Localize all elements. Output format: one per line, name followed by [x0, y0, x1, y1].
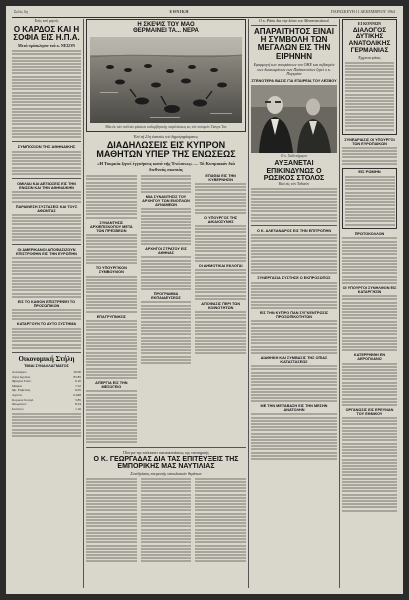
col1-story2: ΣΥΜΠΟΣΙΟΝ ΤΗΣ ΑΘΗΝΑΙΚΗΣ [17, 144, 76, 150]
col3-headline: ΑΠΑΡΑΙΤΗΤΟΣ ΕΙΝΑΙ Η ΣΥΜΒΟΛΗ ΤΩΝ ΜΕΓΑΛΩΝ ΕΙΣ ΤΗΝ ΕΙΡΗΝΗΝ [253, 26, 335, 61]
econ-title: Οικονομική Στήλη [18, 354, 75, 363]
folio-line [14, 9, 395, 17]
col1-story6: ΕΙΣ ΤΟ ΚΑΘΟΝ ΕΠΙΣΤΡΕΦΕΙ ΤΟ ΠΡΟΣΩΠΙΚΟΝ [17, 299, 76, 308]
currency-rate: 1.16 [75, 406, 81, 411]
column-rule [248, 19, 249, 588]
col2-story3: ΤΟ ΥΠΟΥΡΓΙΚΟΝ ΣΥΜΒΟΥΛΙΟΝ [95, 266, 127, 275]
currency-rate: 8.34 [75, 402, 81, 407]
currency-rate: 6.10 [75, 379, 81, 384]
currency-name: Φρ. Ελβετίας [12, 388, 31, 393]
currency-name: Μάρκα [12, 383, 22, 388]
folio-left: Σελίς 4η [14, 9, 28, 14]
col3-story3: Ο Κ. ΑΛΕΞΑΝΔΡΟΣ ΕΙΣ ΤΗΝ ΕΠΙΤΡΟΠΗΝ [256, 228, 332, 233]
col1-kicker: Τούς τού μηνός [34, 19, 59, 23]
currency-rate: 6.95 [75, 388, 81, 393]
col4-story3: ΠΡΩΤΟΚΟΛΛΟΝ [354, 232, 385, 237]
currency-rate: 0.048 [73, 393, 81, 397]
column-4 [342, 19, 397, 588]
col2b-story2: Ο ΥΠΟΥΡΓΟΣ ΤΗΣ ΔΙΚΑΙΟΣΥΝΗΣ [204, 215, 238, 224]
column-rule [339, 19, 340, 588]
col4-story5: ΚΑΤΕΡΡΙΦΘΗ ΕΝ ΑΕΡΟΠΛΑΝΟ [353, 353, 386, 362]
newspaper-page [6, 6, 403, 594]
col2-story8: ΠΡΟΓΡΑΜΜΑ ΕΚΠΑΙΔΕΥΣΕΩΣ [151, 292, 181, 301]
col4-story4: ΟΙ ΥΠΟΥΡΓΟΙ ΣΥΝΗΛΘΟΝ ΕΙΣ ΚΑΤΑΡΓΗΣΙΝ [342, 286, 397, 294]
col3-story4: ΣΥΝΕΡΓΑΣΙΑ ΣΥΣΤΗΣΕ Ο ΕΚΠΡΟΣΩΠΟΣ [257, 276, 331, 281]
col3-sub2: ΣΤΕΝΟΤΕΡΑ ΒΑΣΙΣ ΓΙΑ ΕΤΑΙΡΕΙΑ ΤΟΥ ΛΕΣΒΟΥ [251, 78, 337, 83]
col1-sub: Μετά πρόσκλησιν τού κ. ΝΕΣΟΝ [17, 43, 76, 49]
exchange-rates-table [12, 370, 81, 411]
currency-name: Φράγκα Γαλλ. [12, 379, 32, 384]
anniversary-kicker: Έπί τή 21η έπετείω τού δημοψηφίσματος [133, 133, 199, 139]
germany-headline: ΔΙΑΛΟΓΟΣ ΔΥΤΙΚΗΣ ΑΝΑΤΟΛΙΚΗΣ ΓΕΡΜΑΝΙΑΣ [348, 26, 391, 55]
photo-box [86, 19, 246, 132]
currency-name: Λιρέτα [12, 393, 22, 397]
swimmers-photo [90, 37, 242, 123]
col1-story5: ΟΙ ΑΜΕΡΙΚΑΝΟΙ ΑΠΟΦΑΣΙΖΟΥΝ ΕΠΙΣΤΡΟΦΗΝ ΕΙΣ ΤΗΝ ΕΥΡΩΠΗΝ [16, 248, 77, 257]
germany-box [342, 19, 397, 135]
col1-story4: ΠΑΡΑΙΝΕΣΗ ΣΥΣΤΑΣΕΙΣ ΚΑΙ ΤΟΥΣ ΑΘΩΝΤΑΣ [15, 204, 78, 213]
col2-story2: ΣΥΝΑΝΤΗΣΙΣ ΑΡΧΙΕΠΙΣΚΟΠΟΥ ΜΕΤΑ ΤΩΝ ΠΡΕΣΒΕΩΝ [90, 220, 133, 233]
officials-photo [251, 85, 337, 153]
photo-title: Η ΣΚΕΨΙΣ ΤΟΥ ΜΑΟ [137, 22, 195, 28]
exchange-rate-row [12, 407, 81, 412]
currency-rate: 30.00 [73, 370, 81, 375]
folio-right: ΠΑΡΑΣΚΕΥΗ 11 ΔΕΚΕΜΒΡΙΟΥ 1964 [330, 9, 395, 14]
germany-kicker: ΕΙ ΚΟΝΝΩΝ [357, 21, 382, 26]
column-rule [83, 19, 84, 588]
fleet-sub: Καί είς τόν Ίνδικόν [278, 181, 310, 187]
cyprus-story-columns [86, 174, 246, 445]
column-1 [12, 19, 81, 588]
econ-sub: ΤΙΜΑΙ ΣΥΝΑΛΛΑΓΜΑΤΟΣ [24, 364, 69, 369]
column-2 [86, 19, 246, 588]
col3-story5: ΕΙΣ ΤΗΝ ΚΥΠΡΟ ΠΑΝ ΣΥΓΚΕΝΤΡΩΣΙΣ ΠΡΟΣΩΠΙΚΟΤΗΤΩΝ [259, 311, 329, 319]
col3-story7: ΜΕ ΤΗΝ ΜΕΤΑΒΑΣΗ ΕΙΣ ΤΗΝ ΜΕΣΗΝ ΑΝΑΤΟΛΗΝ [260, 404, 328, 413]
col2-story6: ΜΙΑ ΣΥΝΑΝΤΗΣΙΣ ΤΟΥ ΑΡΧΗΓΟΥ ΤΩΝ ΕΝΟΠΛΩΝ ΔΥΝΑΜΕΩΝ [142, 195, 190, 208]
currency-name: Κορώνα Σουηδ. [12, 397, 34, 402]
column-3 [251, 19, 337, 588]
germany-sub: Έρχεται φάσις [358, 54, 381, 60]
col4-story6: ΟΡΓΑΝΩΣΙΣ ΕΙΣ ΕΡΕΥΝΑΝ ΤΟΥ ΕΘΝΙΚΟΥ [345, 407, 394, 416]
fleet-headline: ΑΥΞΑΝΕΤΑΙ ΕΠΙΚΙΝΔΥΝΩΣ Ο ΡΩΣΙΚΟΣ ΣΤΟΛΟΣ [263, 160, 325, 182]
currency-name: Σελίνιον [12, 406, 24, 411]
photo-caption: Μία έκ τών πολλών φάσεων κολυμβητικής παρελάσεως εις τόν ποταμόν Γιάνγκ Τσε [105, 124, 227, 129]
rome-box [342, 168, 397, 229]
shipping-kicker: Όλα για την επέκτασιν κατασκευάσεως της ναυπηγικής [122, 449, 210, 455]
shipping-headline: Ο Κ. ΓΕΩΡΓΑΔΑΣ ΔΙΑ ΤΑΣ ΕΠΙΤΕΥΞΕΙΣ ΤΗΣ ΕΜΠΟΡΙΚΗΣ ΜΑΣ ΝΑΥΤΙΛΙΑΣ [93, 456, 239, 471]
cyprus-quote: «Η Τουρκία ζητεί έγγυήσεις κατά τής Ένώσεως» — Τό Κυπριακόν διά διεθνούς σκοπιάς [97, 161, 235, 172]
col2b-story3: ΟΙ ΔΗΜΟΤΙΚΑΙ ΕΚΛΟΓΑΙ [198, 264, 243, 268]
currency-name: Λίρα Αγγλίας [12, 374, 31, 379]
col2b-story1: ΕΠΑΦΑΙ ΕΙΣ ΤΗΝ ΚΥΒΕΡΝΗΣΙΝ [205, 173, 236, 182]
col1-body [12, 50, 81, 138]
col3-kicker: Ο κ. Ράσκ δια την λύσιν του Μεσανατολικού [251, 19, 337, 26]
col3-story6: ΔΙΑΘΗΚΗ ΚΑΙ ΣΥΜΒΑΣΙΣ ΤΗΣ ΟΠΙΑΣ ΚΑΤΑΣΤΑΣΕΩΣ [260, 356, 328, 365]
col2-story4: ΕΠΑΓΡΥΠΝΗΣΙΣ [96, 314, 126, 319]
col2b-story4: ΑΠΟΦΑΣΙΣ ΠΕΡΙ ΤΩΝ ΚΟΙΝΟΤΗΤΩΝ [201, 301, 241, 310]
col1-headline: Ο ΚΑΡΔΟΣ ΚΑΙ Η ΣΟΦΙΑ ΕΙΣ Η.Π.Α. [13, 24, 80, 42]
currency-name: Φλωρίνιον [12, 402, 27, 407]
rome-title: ΕΙΣ ΡΩΜΗΝ [358, 169, 381, 175]
currency-name: Δολλάριον [12, 370, 27, 375]
shipping-sub: Συνεδρίασις επιτροπής ναυτιλιακών θεμάτων [130, 470, 202, 476]
col2-story5: ΑΠΕΡΓΙΑ ΕΙΣ ΤΗΝ ΜΕΣΟΓΕΙΟ [95, 381, 128, 390]
col3-sub: Εφαρμογή των αποφάσεων του ΟΗΕ και σεβασμόν των δικαιωμάτων των Παλαιστινίων ζητεί ο κ. Πογκράιν [253, 62, 335, 77]
currency-rate: 5.85 [75, 397, 81, 402]
folio-center: ΕΘΝΙΚΗ [169, 9, 189, 14]
col4-story2: ΣΥΝΕΔΡΙΑΣΙΣ ΟΙ ΥΠΟΥΡΓΟΙ ΤΩΝ ΕΥΡΩΠΑΙΚΩΝ [344, 137, 395, 146]
cyprus-headline: ΔΙΑΔΗΛΩΣΕΙΣ ΕΙΣ ΚΥΠΡΟΝ ΜΑΘΗΤΩΝ ΥΠΕΡ ΤΗΣ ΕΝΩΣΕΩΣ [96, 139, 236, 159]
photo-subtitle: ΘΕΡΜΑΙΝΕΙ ΤΑ... ΝΕΡΑ [133, 28, 199, 35]
currency-rate: 83.85 [73, 374, 81, 379]
top-rule [12, 17, 397, 18]
currency-rate: 7.52 [75, 383, 81, 388]
col1-story7: ΚΑΤΑΡΓΟΥΝ ΤΟ ΑΥΤΟ ΣΥΣΤΗΜΑ [16, 322, 77, 327]
officials-caption: Ο κ. Χαϊδ σήμερον [280, 153, 308, 158]
col2-story7: ΑΡΧΗΓΟΙ ΣΤΡΑΤΟΥ ΕΙΣ ΑΘΗΝΑΣ [145, 247, 187, 256]
col1-story3: ΟΜΙΛΙΑΙ ΚΑΙ ΔΕΞΙΩΣΕΙΣ ΕΙΣ ΤΗΝ ΕΝΩΣΙΝ ΚΑΙ ΤΗΝ ΑΘΗΝΑΙΚΗΝ [17, 181, 76, 190]
